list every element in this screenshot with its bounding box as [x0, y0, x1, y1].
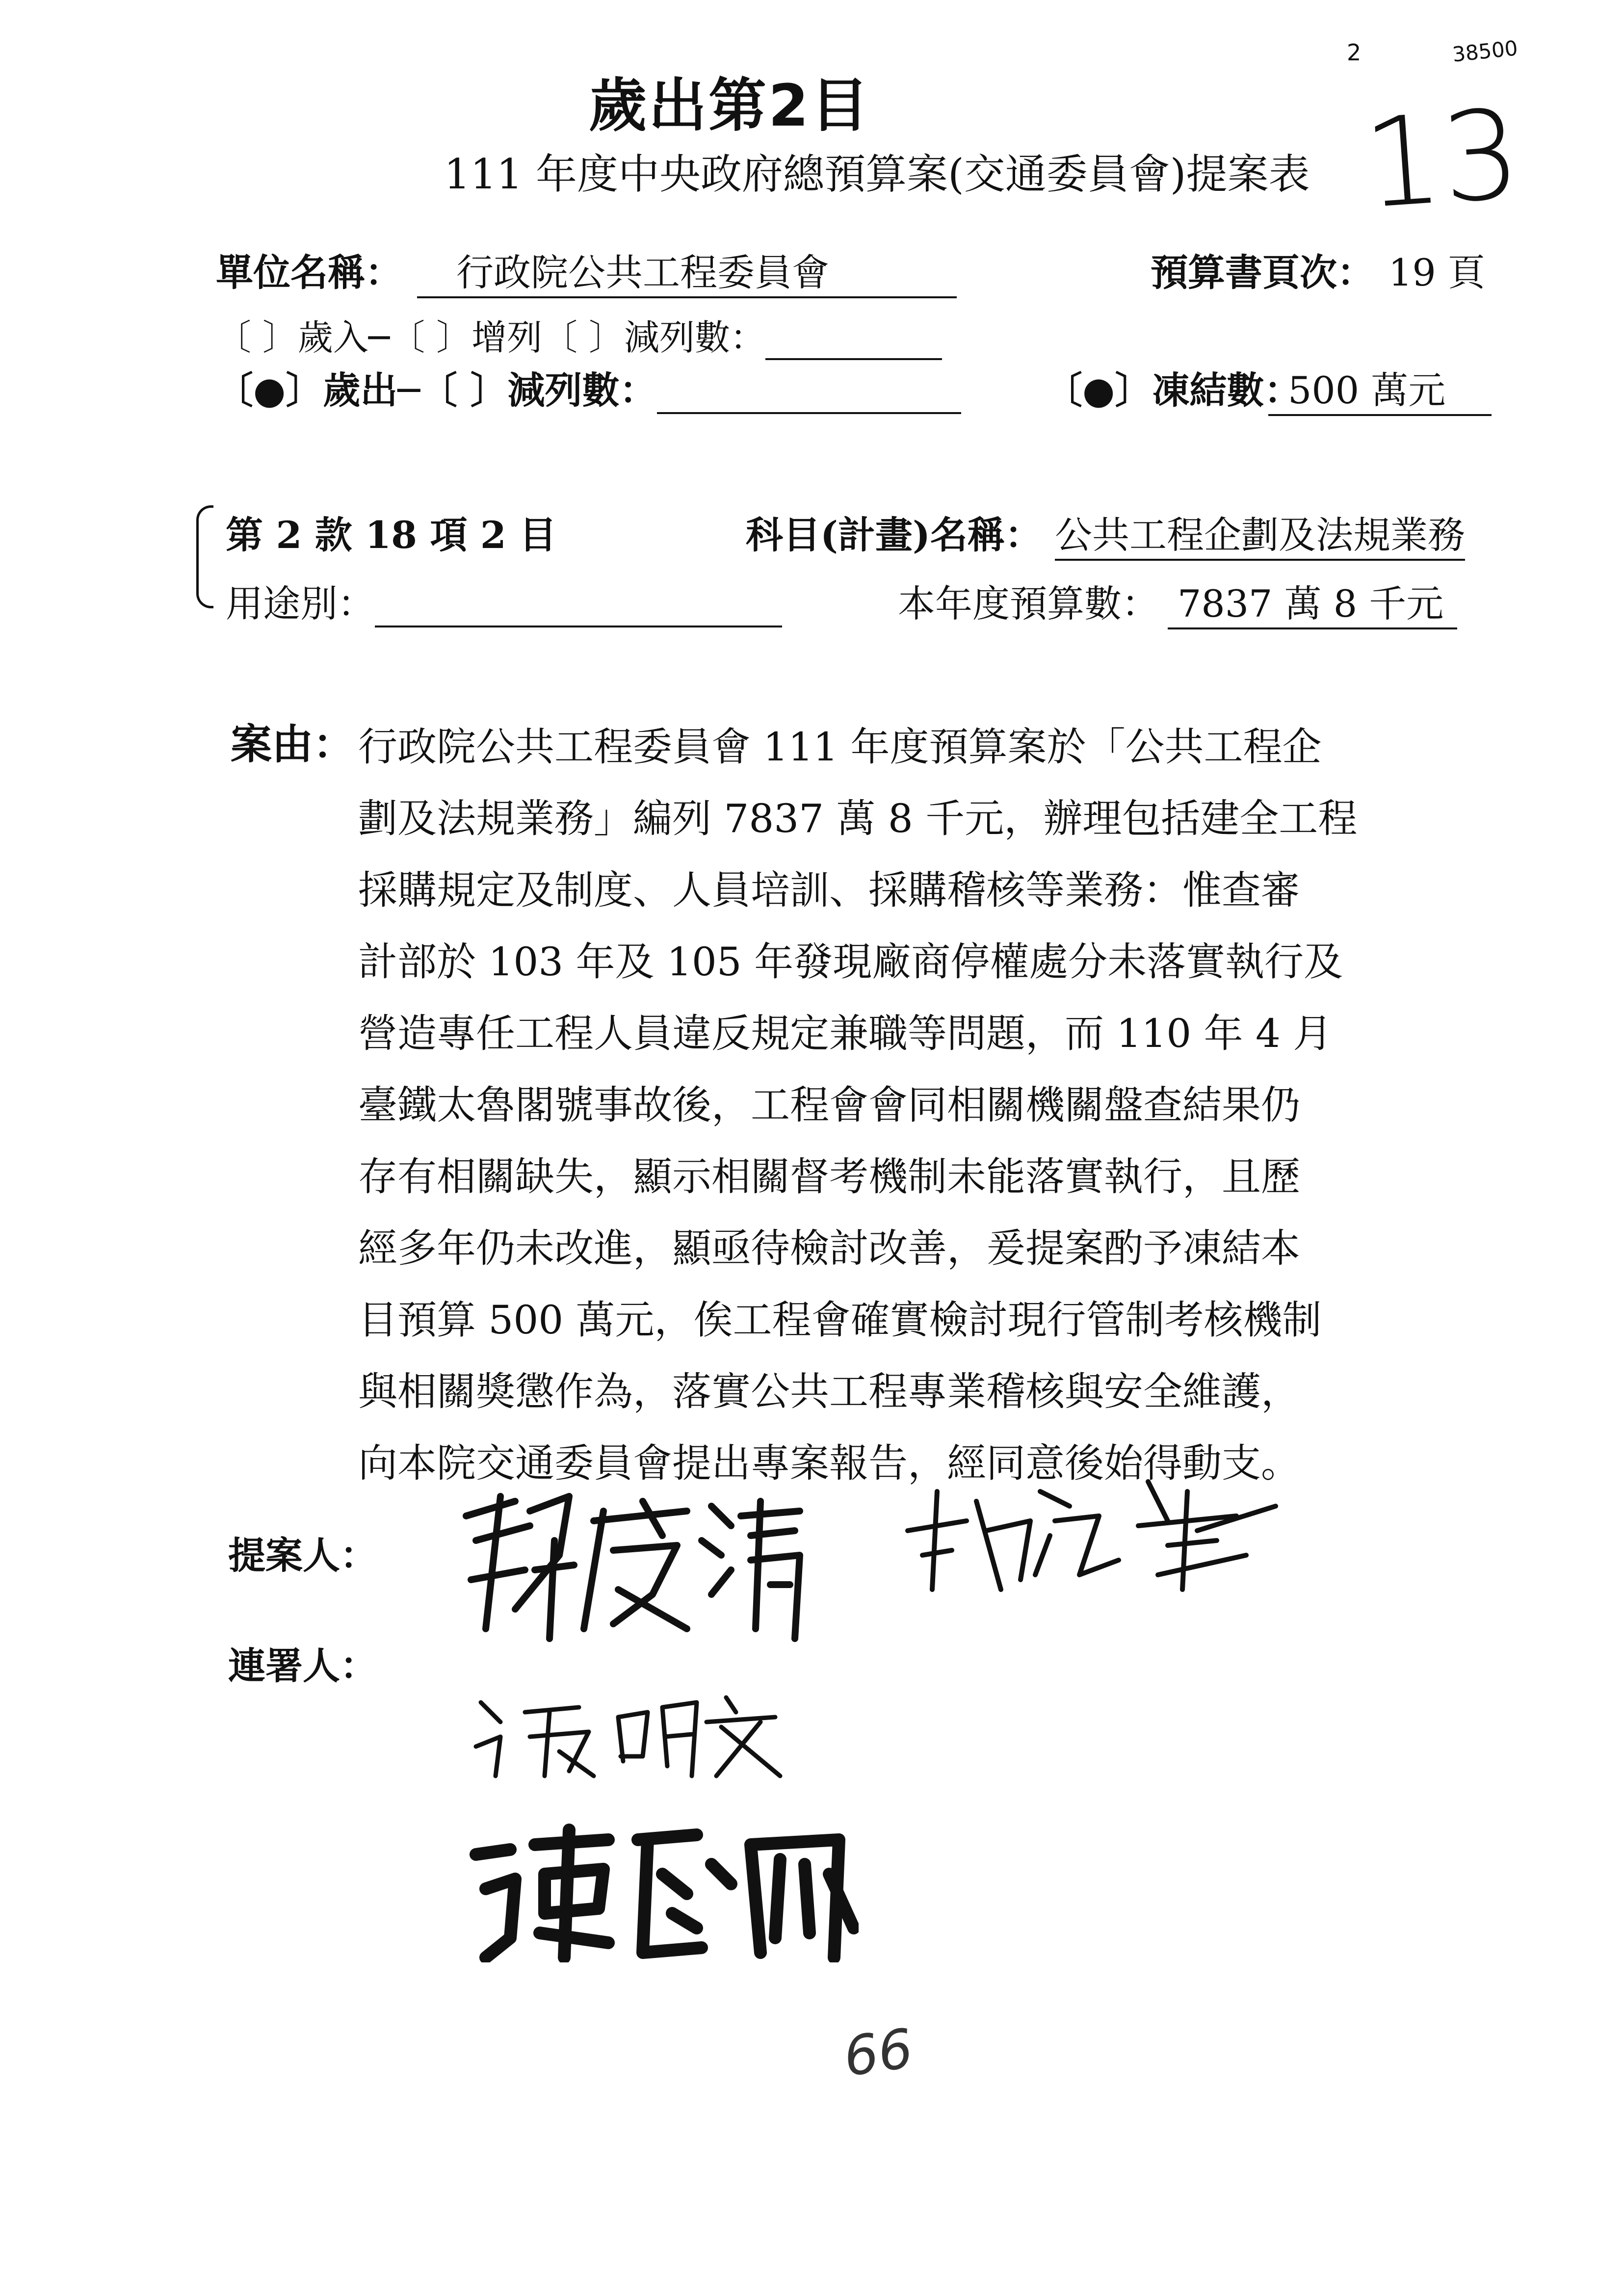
corner-page-number: 2: [1347, 39, 1362, 66]
unit-name: 行政院公共工程委員會: [417, 243, 957, 298]
page-title: 111 年度中央政府總預算案(交通委員會)提案表: [444, 150, 1310, 198]
budget-book-page-value: 19 頁: [1388, 251, 1485, 294]
proposer-signature-2: [893, 1462, 1285, 1609]
reason-line: 採購規定及制度、人員培訓、採購稽核等業務：惟查審: [358, 867, 1300, 913]
current-budget-value: 7837 萬 8 千元: [1168, 574, 1457, 629]
budget-section: 第 2 款 18 項 2 目: [226, 513, 557, 557]
reason-line: 行政院公共工程委員會 111 年度預算案於「公共工程企: [358, 724, 1322, 770]
revenue-reduction-blank: [765, 323, 942, 360]
budget-book-page-label: 預算書頁次：: [1151, 251, 1374, 294]
reason-line: 目預算 500 萬元，俟工程會確實檢討現行管制考核機制: [358, 1297, 1322, 1343]
reason-label: 案由：: [231, 720, 355, 768]
subject-name: 公共工程企劃及法規業務: [1055, 505, 1465, 561]
budget-item-stamp: 歲出第2目: [589, 72, 871, 139]
freeze-amount: 500 萬元: [1268, 361, 1492, 416]
expense-reduction-blank: [657, 377, 961, 414]
expense-checkbox-line: 〔●〕歲出─〔 〕減列數：: [216, 368, 657, 412]
serial-number: 13: [1359, 82, 1525, 236]
reason-line: 經多年仍未改進，顯亟待檢討改善，爰提案酌予凍結本: [358, 1226, 1300, 1271]
revenue-checkbox-line: 〔 〕歲入─〔 〕增列〔 〕減列數：: [216, 317, 766, 358]
reason-body: [358, 711, 1438, 1499]
reason-line: 存有相關缺失，顯示相關督考機制未能落實執行，且歷: [358, 1154, 1300, 1200]
usage-label: 用途別：: [226, 582, 375, 626]
proposer-label: 提案人：: [228, 1534, 377, 1577]
proposer-signature-1: [456, 1482, 810, 1648]
cosigner-signature-2: [466, 1815, 859, 1962]
reason-line: 劃及法規業務」編列 7837 萬 8 千元，辦理包括建全工程: [358, 796, 1358, 841]
reason-line: 計部於 103 年及 105 年發現廠商停權處分未落實執行及: [358, 939, 1343, 985]
current-budget-label: 本年度預算數：: [898, 582, 1159, 626]
corner-amount: 38500: [1451, 36, 1519, 67]
reason-line: 臺鐵太魯閣號事故後，工程會會同相關機關盤查結果仍: [358, 1082, 1300, 1128]
footer-mark: 66: [839, 2016, 917, 2089]
freeze-label: 〔●〕凍結數：: [1045, 368, 1302, 412]
reason-line: 向本院交通委員會提出專案報告，經同意後始得動支。: [358, 1440, 1300, 1486]
reason-line: 與相關獎懲作為，落實公共工程專業稽核與安全維護，: [358, 1369, 1300, 1414]
unit-label: 單位名稱：: [216, 251, 402, 294]
usage-blank: [375, 588, 782, 627]
cosigner-signature-1: [471, 1683, 785, 1781]
cosigner-label: 連署人：: [228, 1644, 377, 1688]
item-bracket: [196, 505, 213, 608]
reason-line: 營造專任工程人員違反規定兼職等問題，而 110 年 4 月: [358, 1011, 1333, 1056]
subject-label: 科目(計畫)名稱：: [746, 513, 1042, 557]
